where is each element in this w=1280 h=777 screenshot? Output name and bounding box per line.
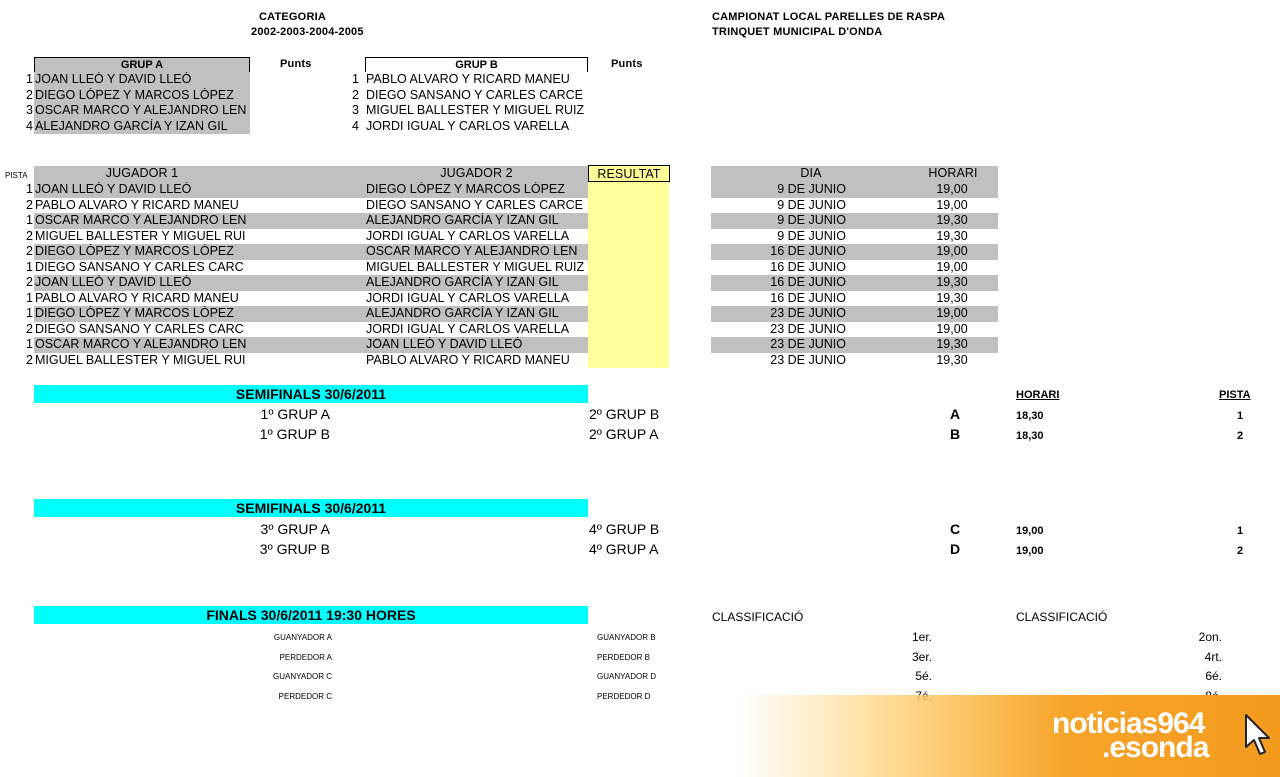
semifinals-2-rows [0, 519, 1280, 559]
semifinals-2-title: SEMIFINALS 30/6/2011 [34, 499, 588, 517]
years-label: 2002-2003-2004-2005 [251, 26, 364, 38]
finals-left: GUANYADOR A [273, 633, 332, 642]
match-jugador1: MIGUEL BALLESTER Y MIGUEL RUI [35, 228, 246, 243]
finals-position-2: 4rt. [1204, 649, 1222, 664]
match-jugador1: DIEGO LÓPEZ Y MARCOS LÓPEZ [35, 306, 234, 320]
match-pista: 2 [26, 197, 33, 212]
categoria-label: CATEGORIA [259, 11, 326, 23]
finals-left: PERDEDOR C [278, 691, 332, 701]
match-jugador1: MIGUEL BALLESTER Y MIGUEL RUI [35, 352, 246, 367]
match-row [0, 353, 1000, 369]
grup-a-team-name: OSCAR MARCO Y ALEJANDRO LEN [35, 103, 247, 117]
semifinals-pista-label: PISTA [1219, 389, 1251, 401]
match-jugador1: OSCAR MARCO Y ALEJANDRO LEN [35, 213, 247, 227]
grup-b-team-name: JORDI IGUAL Y CARLOS VARELLA [366, 118, 570, 133]
semifinal-left-team: 1º GRUP B [259, 426, 330, 442]
finals-row [0, 648, 1280, 667]
match-pista: 1 [26, 213, 33, 227]
finals-position-1: 3er. [911, 649, 932, 664]
venue-label: TRINQUET MUNICIPAL D'ONDA [712, 26, 883, 38]
noticias964-logo[interactable] [740, 695, 1280, 777]
finals-right: GUANYADOR B [597, 633, 656, 642]
semifinal-pista: 1 [1236, 525, 1244, 537]
match-jugador1: DIEGO SANSANO Y CARLES CARC [35, 259, 244, 274]
match-dia: 9 DE JUNIO [777, 197, 846, 212]
match-row [0, 229, 1000, 245]
semifinal-horari: 19,00 [1016, 545, 1044, 557]
semifinals-horari-label: HORARI [1016, 389, 1060, 401]
semifinal-code: A [949, 406, 961, 422]
finals-right: PERDEDOR B [597, 652, 650, 662]
grup-b-points-label: Punts [611, 58, 643, 70]
match-pista: 2 [26, 228, 33, 243]
match-pista: 1 [26, 337, 33, 351]
finals-rows [0, 628, 1280, 704]
semifinal-code: B [949, 426, 961, 442]
logo-line1: noticias964 [1052, 707, 1205, 740]
match-jugador2: DIEGO LÓPEZ Y MARCOS LÓPEZ [366, 182, 565, 196]
match-row [0, 322, 1000, 338]
match-jugador1: DIEGO LÓPEZ Y MARCOS LÓPEZ [35, 244, 234, 258]
semifinal-right-team: 2º GRUP A [589, 426, 659, 442]
grup-b-team-number: 4 [352, 118, 359, 133]
grup-b-team-number: 3 [352, 103, 359, 117]
match-row [0, 182, 1000, 198]
match-pista: 1 [26, 306, 33, 320]
semifinal-left-team: 3º GRUP A [260, 521, 330, 537]
match-horari: 19,30 [936, 337, 968, 351]
finals-left: PERDEDOR A [279, 652, 332, 662]
match-dia: 16 DE JUNIO [770, 259, 846, 274]
match-jugador1: JOAN LLEÓ Y DAVID LLEÓ [35, 275, 192, 289]
match-dia: 16 DE JUNIO [770, 275, 846, 289]
semifinal-code: D [949, 541, 961, 557]
match-horari: 19,30 [936, 213, 968, 227]
grup-b-team-name: PABLO ALVARO Y RICARD MANEU [366, 72, 570, 86]
dia-header: DIA [800, 166, 822, 180]
match-row [0, 291, 1000, 307]
grup-a-title: GRUP A [34, 57, 250, 72]
grup-b-team-name: MIGUEL BALLESTER Y MIGUEL RUIZ [366, 103, 585, 117]
logo-line2 [1102, 733, 1208, 763]
finals-right: GUANYADOR D [597, 672, 656, 681]
match-jugador2: JOAN LLEÓ Y DAVID LLEÓ [366, 337, 523, 351]
match-jugador1: PABLO ALVARO Y RICARD MANEU [35, 290, 239, 305]
finals-right: PERDEDOR D [597, 691, 651, 701]
semifinal-left-team: 1º GRUP A [260, 406, 330, 422]
match-dia: 9 DE JUNIO [777, 213, 846, 227]
match-jugador2: OSCAR MARCO Y ALEJANDRO LEN [366, 244, 578, 258]
match-jugador2: DIEGO SANSANO Y CARLES CARCE [366, 197, 583, 212]
finals-left: GUANYADOR C [273, 672, 332, 681]
match-row [0, 198, 1000, 214]
grup-a-team-number: 2 [26, 87, 33, 102]
match-pista: 2 [26, 321, 33, 336]
match-pista: 1 [26, 290, 33, 305]
grup-a-team-row [0, 72, 260, 88]
grup-b-team-row [340, 88, 610, 104]
semifinal-horari: 18,30 [1016, 430, 1044, 442]
grup-b-team-row [340, 72, 610, 88]
jugador2-header: JUGADOR 2 [440, 166, 513, 180]
match-dia: 9 DE JUNIO [777, 228, 846, 243]
match-jugador2: JORDI IGUAL Y CARLOS VARELLA [366, 290, 570, 305]
semifinals-1-rows [0, 404, 1280, 444]
match-dia: 23 DE JUNIO [770, 352, 846, 367]
match-row [0, 306, 1000, 322]
grup-a-team-number: 1 [26, 72, 33, 86]
match-dia: 23 DE JUNIO [770, 306, 846, 320]
finals-position-1: 1er. [911, 630, 932, 644]
grup-a-team-number: 4 [26, 118, 33, 133]
match-pista: 2 [26, 352, 33, 367]
match-jugador2: MIGUEL BALLESTER Y MIGUEL RUIZ [366, 259, 585, 274]
classificacio-label-1: CLASSIFICACIÓ [712, 610, 804, 624]
grup-b-team-number: 1 [352, 72, 359, 86]
grup-a-team-row [0, 88, 260, 104]
match-dia: 23 DE JUNIO [770, 337, 846, 351]
match-pista: 1 [26, 182, 33, 196]
cursor-icon [1242, 713, 1272, 757]
match-row [0, 260, 1000, 276]
match-horari: 19,00 [936, 306, 968, 320]
match-row [0, 244, 1000, 260]
match-jugador1: DIEGO SANSANO Y CARLES CARC [35, 321, 244, 336]
semifinal-right-team: 4º GRUP B [589, 521, 660, 537]
championship-title: CAMPIONAT LOCAL PARELLES DE RASPA [712, 11, 946, 23]
finals-position-2: 6é. [1205, 669, 1222, 683]
match-horari: 19,00 [936, 197, 968, 212]
match-pista: 2 [26, 275, 33, 289]
semifinal-pista: 2 [1236, 545, 1244, 557]
grup-b-list [340, 72, 610, 134]
match-jugador1: JOAN LLEÓ Y DAVID LLEÓ [35, 182, 192, 196]
grup-a-team-row [0, 103, 260, 119]
match-dia: 16 DE JUNIO [770, 244, 846, 258]
semifinals-1-title: SEMIFINALS 30/6/2011 [34, 385, 588, 403]
grup-b-team-row [340, 119, 610, 135]
match-dia: 16 DE JUNIO [770, 290, 846, 305]
semifinal-left-team: 3º GRUP B [259, 541, 330, 557]
logo-line2-a: .es [1102, 731, 1141, 764]
finals-title: FINALS 30/6/2011 19:30 HORES [34, 606, 588, 624]
match-horari: 19,30 [936, 275, 968, 289]
match-horari: 19,00 [936, 244, 968, 258]
match-horari: 19,00 [936, 182, 968, 196]
grup-a-points-label: Punts [280, 58, 312, 70]
match-dia: 9 DE JUNIO [777, 182, 846, 196]
match-dia: 23 DE JUNIO [770, 321, 846, 336]
grup-b-title: GRUP B [365, 57, 588, 72]
semifinal-row [0, 424, 1280, 444]
match-pista: 2 [26, 244, 33, 258]
finals-position-1: 5é. [915, 669, 932, 683]
semifinal-pista: 1 [1236, 410, 1244, 422]
match-horari: 19,30 [936, 290, 968, 305]
semifinal-row [0, 539, 1280, 559]
classificacio-label-2: CLASSIFICACIÓ [1016, 610, 1108, 624]
semifinal-row [0, 404, 1280, 424]
dia-horari-header-bar [711, 166, 998, 182]
match-row [0, 213, 1000, 229]
grup-a-team-number: 3 [26, 103, 33, 117]
match-row [0, 275, 1000, 291]
match-jugador2: PABLO ALVARO Y RICARD MANEU [366, 352, 570, 367]
semifinal-right-team: 4º GRUP A [589, 541, 659, 557]
horari-header: HORARI [928, 166, 978, 180]
match-jugador1: PABLO ALVARO Y RICARD MANEU [35, 197, 239, 212]
grup-a-team-row [0, 119, 260, 135]
semifinal-code: C [949, 521, 961, 537]
jugadors-header-bar [34, 166, 588, 182]
semifinal-horari: 19,00 [1016, 525, 1044, 537]
match-pista: 1 [26, 259, 33, 274]
finals-row [0, 667, 1280, 686]
semifinal-row [0, 519, 1280, 539]
semifinal-horari: 18,30 [1016, 410, 1044, 422]
match-horari: 19,30 [936, 352, 968, 367]
match-horari: 19,00 [936, 259, 968, 274]
match-jugador2: JORDI IGUAL Y CARLOS VARELLA [366, 228, 570, 243]
resultat-header: RESULTAT [588, 165, 670, 182]
match-row [0, 337, 1000, 353]
match-horari: 19,30 [936, 228, 968, 243]
logo-line2-b: onda [1140, 731, 1209, 764]
grup-a-team-name: DIEGO LÓPEZ Y MARCOS LÓPEZ [35, 87, 234, 102]
semifinal-pista: 2 [1236, 430, 1244, 442]
match-jugador2: JORDI IGUAL Y CARLOS VARELLA [366, 321, 570, 336]
grup-a-team-name: ALEJANDRO GARCÍA Y IZAN GIL [35, 118, 228, 133]
semifinal-right-team: 2º GRUP B [589, 406, 660, 422]
match-jugador2: ALEJANDRO GARCÍA Y IZAN GIL [366, 306, 559, 320]
match-jugador2: ALEJANDRO GARCÍA Y IZAN GIL [366, 275, 559, 289]
grup-b-team-name: DIEGO SANSANO Y CARLES CARCE [366, 87, 583, 102]
match-jugador1: OSCAR MARCO Y ALEJANDRO LEN [35, 337, 247, 351]
pista-header: PISTA [5, 171, 28, 180]
grup-b-team-row [340, 103, 610, 119]
grup-b-team-number: 2 [352, 87, 359, 102]
jugador1-header: JUGADOR 1 [105, 166, 179, 180]
match-horari: 19,00 [936, 321, 968, 336]
match-jugador2: ALEJANDRO GARCÍA Y IZAN GIL [366, 213, 559, 227]
matches-table [0, 182, 1000, 372]
finals-row [0, 628, 1280, 647]
grup-a-team-name: JOAN LLEÓ Y DAVID LLEÓ [35, 72, 192, 86]
finals-position-2: 2on. [1198, 630, 1222, 644]
grup-a-list [0, 72, 260, 134]
